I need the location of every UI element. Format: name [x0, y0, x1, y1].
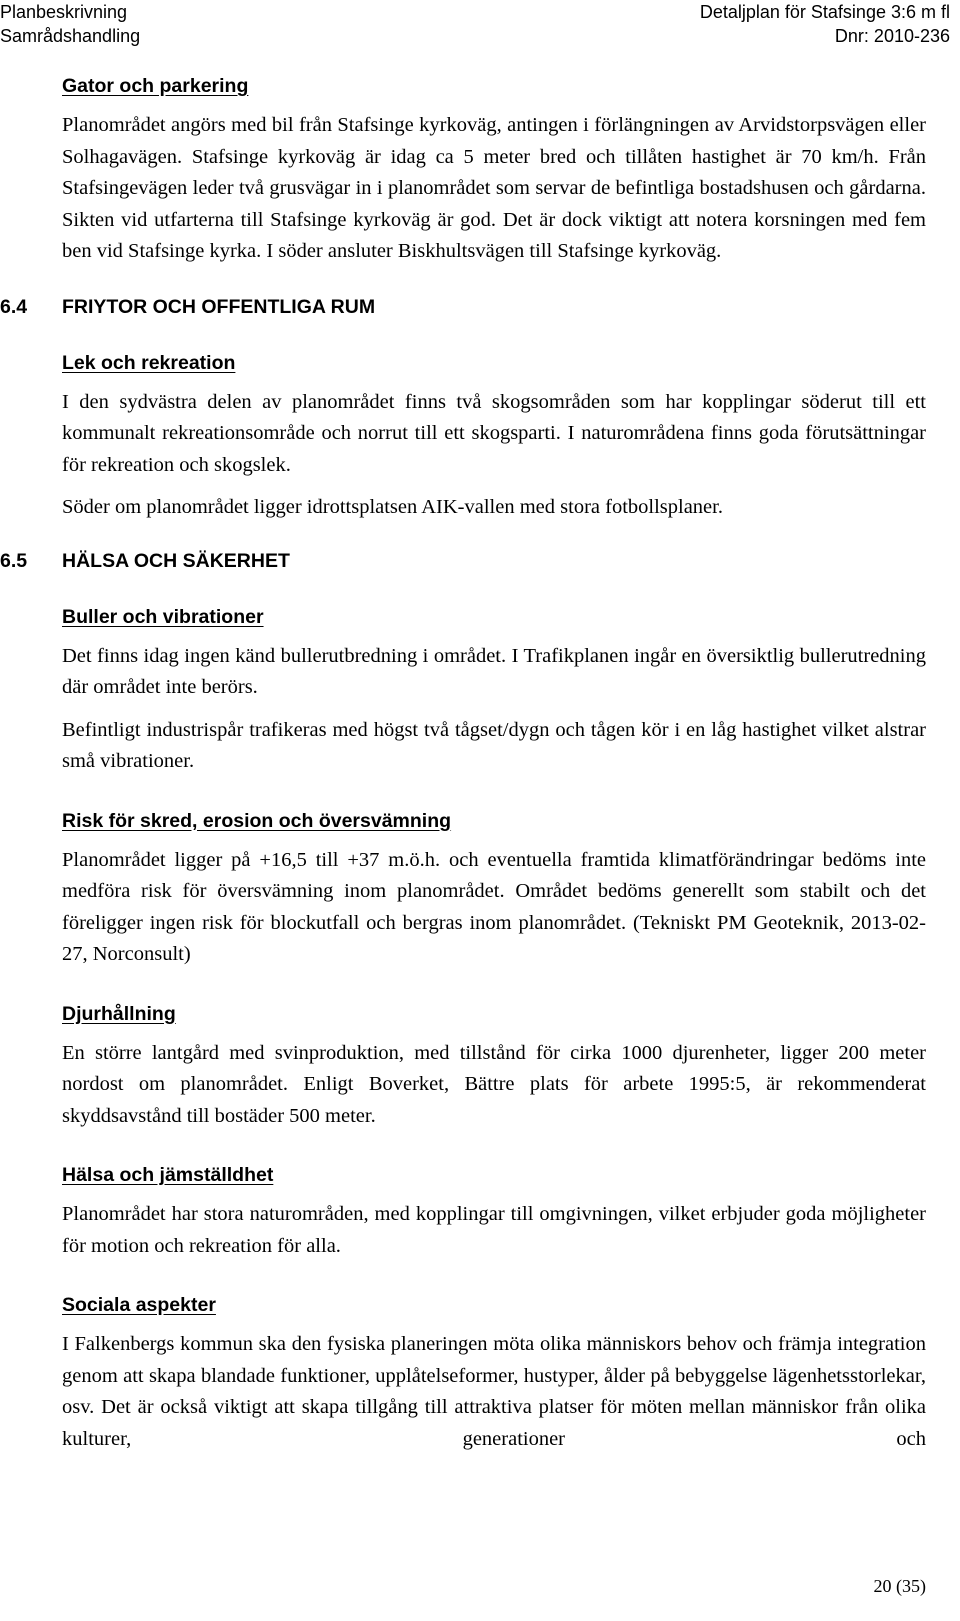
heading-gator: Gator och parkering	[62, 75, 249, 97]
document-type: Planbeskrivning	[0, 2, 128, 22]
document-body	[0, 70, 926, 1455]
paragraph-lek-1: I den sydvästra delen av planområdet finns två skogsområden som har kopplingar söderut till ett kommunalt rekreationsområde och norrut till ett skogsparti. I naturområdena finns goda förutsättningar för rekreation och skogslek.	[62, 390, 926, 476]
page-header	[0, 0, 960, 52]
heading-lek: Lek och rekreation	[62, 351, 236, 374]
section-heading-6-4	[0, 294, 926, 320]
heading-djurhallning: Djurhållning	[62, 1002, 176, 1025]
page-number: 20 (35)	[873, 1576, 926, 1596]
paragraph-buller-2: Befintligt industrispår trafikeras med högst två tågset/dygn och tågen kör i en låg hastighet vilket alstrar små vibrationer.	[62, 718, 926, 772]
section-heading-6-5	[0, 548, 926, 574]
section-number: 6.5	[0, 549, 28, 572]
paragraph-risk: Planområdet ligger på +16,5 till +37 m.ö.h. och eventuella framtida klimatförändringar bedöms inte medföra risk för översvämning inom planområdet. Området bedöms generellt som stabilt och det föreligger ingen risk för blockutfall och bergras inom planområdet. (Tekniskt PM Geoteknik, 2013-02-27, Norconsult)	[62, 848, 926, 965]
heading-sociala: Sociala aspekter	[62, 1294, 216, 1316]
heading-risk: Risk för skred, erosion och översvämning	[62, 809, 452, 832]
section-title: FRIYTOR OCH OFFENTLIGA RUM	[62, 295, 376, 318]
paragraph-halsa: Planområdet har stora naturområden, med kopplingar till omgivningen, vilket erbjuder goda möjligheter för motion och rekreation för alla.	[62, 1203, 926, 1257]
header-left	[0, 0, 140, 48]
header-right	[700, 0, 950, 48]
registration-number: Dnr: 2010-236	[834, 26, 950, 46]
paragraph-sociala: I Falkenbergs kommun ska den fysiska planeringen möta olika människors behov och främja integration genom att skapa blandade funktioner, upplåtelseformer, hustyper, ålder på bebyggelse lägenhetsstorlekar, osv. Det är också viktigt att skapa tillgång till attraktiva platser för möten mellan människor från olika kulturer, generationer och	[62, 1333, 926, 1450]
document-stage: Samrådshandling	[0, 26, 141, 46]
paragraph-djurhallning: En större lantgård med svinproduktion, med tillstånd för cirka 1000 djurenheter, ligger 200 meter nordost om planområdet. Enligt Boverket, Bättre plats för arbete 1995:5, är rekommenderat skyddsavstånd till bostäder 500 meter.	[62, 1041, 926, 1127]
plan-title: Detaljplan för Stafsinge 3:6 m fl	[699, 2, 950, 22]
paragraph-buller-1: Det finns idag ingen känd bullerutbredning i området. I Trafikplanen ingår en översiktlig bullerutredning där området inte berörs.	[62, 644, 926, 698]
heading-buller: Buller och vibrationer	[62, 605, 264, 628]
section-number: 6.4	[0, 295, 28, 318]
section-title: HÄLSA OCH SÄKERHET	[62, 549, 290, 572]
paragraph-lek-2: Söder om planområdet ligger idrottsplatsen AIK-vallen med stora fotbollsplaner.	[62, 496, 723, 518]
paragraph-gator: Planområdet angörs med bil från Stafsinge kyrkoväg, antingen i förlängningen av Arvidstorpsvägen eller Solhagavägen. Stafsinge kyrkoväg är idag ca 5 meter bred och tillåten hastighet är 70 km/h. Från Stafsingevägen leder två grusvägar in i planområdet som servar de befintliga bostadshusen och gårdarna. Sikten vid utfarterna till Stafsinge kyrkoväg är god. Det är dock viktigt att notera korsningen med fem ben vid Stafsinge kyrka. I söder ansluter Biskhultsvägen till Stafsinge kyrkoväg.	[62, 114, 926, 262]
heading-halsa: Hälsa och jämställdhet	[62, 1164, 274, 1186]
